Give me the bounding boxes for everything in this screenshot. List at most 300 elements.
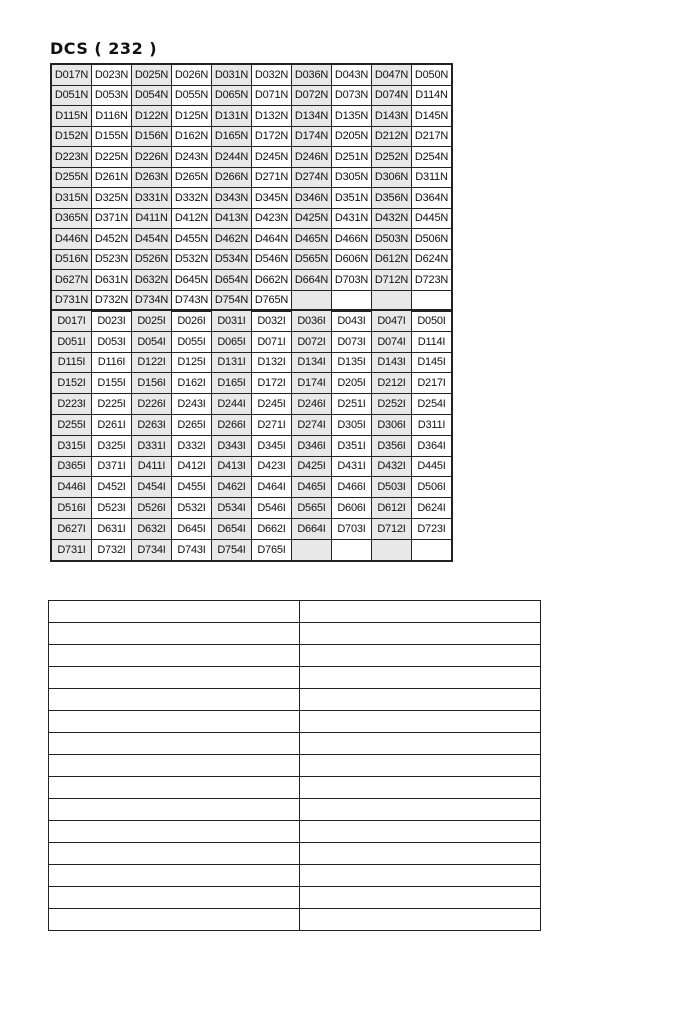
code-cell: D455N <box>172 229 212 250</box>
code-cell: D255N <box>51 167 92 188</box>
code-row <box>51 126 452 147</box>
blank-cell <box>300 909 541 931</box>
code-cell: D116I <box>92 352 132 373</box>
blank-row <box>49 777 541 799</box>
code-cell <box>292 290 332 311</box>
code-cell: D332I <box>172 435 212 456</box>
code-row <box>51 270 452 291</box>
code-row <box>51 352 452 373</box>
code-cell: D645I <box>172 518 212 539</box>
code-cell: D315N <box>51 188 92 209</box>
code-cell: D425I <box>292 456 332 477</box>
code-cell: D464N <box>252 229 292 250</box>
blank-cell <box>49 711 300 733</box>
code-cell: D252N <box>372 147 412 168</box>
code-cell: D266N <box>212 167 252 188</box>
code-cell: D466I <box>332 477 372 498</box>
code-cell: D271N <box>252 167 292 188</box>
code-cell: D043N <box>332 64 372 85</box>
code-cell: D073I <box>332 331 372 352</box>
code-cell: D346I <box>292 435 332 456</box>
blank-cell <box>300 755 541 777</box>
code-cell: D325N <box>92 188 132 209</box>
code-cell: D654N <box>212 270 252 291</box>
code-cell: D411N <box>132 208 172 229</box>
code-cell: D212I <box>372 373 412 394</box>
code-cell: D255I <box>51 414 92 435</box>
code-cell: D654I <box>212 518 252 539</box>
code-cell: D356N <box>372 188 412 209</box>
code-cell: D523N <box>92 249 132 270</box>
blank-form-table <box>48 600 541 931</box>
code-cell: D506N <box>412 229 453 250</box>
code-cell <box>332 539 372 560</box>
code-cell: D172I <box>252 373 292 394</box>
code-cell: D454I <box>132 477 172 498</box>
code-cell: D516N <box>51 249 92 270</box>
code-cell <box>332 290 372 311</box>
code-cell: D132I <box>252 352 292 373</box>
code-cell: D627I <box>51 518 92 539</box>
code-cell: D364I <box>412 435 453 456</box>
code-cell: D036N <box>292 64 332 85</box>
blank-cell <box>300 689 541 711</box>
code-cell: D446N <box>51 229 92 250</box>
code-row <box>51 394 452 415</box>
code-cell: D364N <box>412 188 453 209</box>
blank-cell <box>49 755 300 777</box>
code-cell: D156N <box>132 126 172 147</box>
code-cell: D145I <box>412 352 453 373</box>
code-cell: D243I <box>172 394 212 415</box>
code-cell: D023I <box>92 310 132 331</box>
code-row <box>51 106 452 127</box>
code-cell: D165N <box>212 126 252 147</box>
code-cell: D754N <box>212 290 252 311</box>
code-cell: D606I <box>332 498 372 519</box>
code-cell <box>372 539 412 560</box>
code-cell: D017N <box>51 64 92 85</box>
blank-row <box>49 645 541 667</box>
code-cell <box>292 539 332 560</box>
code-cell: D251N <box>332 147 372 168</box>
code-row <box>51 229 452 250</box>
blank-cell <box>49 645 300 667</box>
blank-cell <box>300 623 541 645</box>
dcs-normal-code-table <box>50 63 453 312</box>
code-cell: D423N <box>252 208 292 229</box>
code-cell: D532I <box>172 498 212 519</box>
code-row <box>51 498 452 519</box>
code-cell: D244I <box>212 394 252 415</box>
code-cell: D412N <box>172 208 212 229</box>
code-row <box>51 249 452 270</box>
code-row <box>51 167 452 188</box>
code-cell: D047N <box>372 64 412 85</box>
code-cell: D332N <box>172 188 212 209</box>
code-cell: D612I <box>372 498 412 519</box>
code-cell <box>372 290 412 311</box>
code-row <box>51 331 452 352</box>
code-cell: D172N <box>252 126 292 147</box>
code-cell: D031I <box>212 310 252 331</box>
blank-cell <box>49 909 300 931</box>
blank-cell <box>300 667 541 689</box>
code-cell: D114I <box>412 331 453 352</box>
code-cell: D071I <box>252 331 292 352</box>
code-cell: D365I <box>51 456 92 477</box>
code-cell: D174I <box>292 373 332 394</box>
code-cell: D734N <box>132 290 172 311</box>
code-cell: D445N <box>412 208 453 229</box>
code-cell: D074I <box>372 331 412 352</box>
code-cell: D145N <box>412 106 453 127</box>
code-cell: D155N <box>92 126 132 147</box>
code-cell: D065N <box>212 85 252 106</box>
code-cell: D346N <box>292 188 332 209</box>
code-cell: D632I <box>132 518 172 539</box>
code-cell: D036I <box>292 310 332 331</box>
code-cell: D122I <box>132 352 172 373</box>
code-cell: D712N <box>372 270 412 291</box>
code-row <box>51 208 452 229</box>
blank-cell <box>49 865 300 887</box>
code-row <box>51 147 452 168</box>
code-cell: D516I <box>51 498 92 519</box>
code-cell: D315I <box>51 435 92 456</box>
code-cell: D345I <box>252 435 292 456</box>
code-cell: D343N <box>212 188 252 209</box>
code-cell: D411I <box>132 456 172 477</box>
code-cell: D452N <box>92 229 132 250</box>
code-cell: D251I <box>332 394 372 415</box>
code-cell: D244N <box>212 147 252 168</box>
code-cell: D631N <box>92 270 132 291</box>
code-cell: D047I <box>372 310 412 331</box>
blank-cell <box>300 799 541 821</box>
blank-cell <box>49 799 300 821</box>
code-cell: D212N <box>372 126 412 147</box>
code-cell: D073N <box>332 85 372 106</box>
blank-cell <box>300 733 541 755</box>
code-cell <box>412 290 453 311</box>
code-cell: D152N <box>51 126 92 147</box>
blank-row <box>49 887 541 909</box>
code-cell: D431N <box>332 208 372 229</box>
code-cell: D305I <box>332 414 372 435</box>
code-cell: D226I <box>132 394 172 415</box>
code-cell: D465I <box>292 477 332 498</box>
code-cell: D223I <box>51 394 92 415</box>
code-cell: D266I <box>212 414 252 435</box>
code-cell: D503I <box>372 477 412 498</box>
blank-cell <box>49 843 300 865</box>
code-cell: D261I <box>92 414 132 435</box>
code-cell: D023N <box>92 64 132 85</box>
code-cell: D031N <box>212 64 252 85</box>
code-cell: D462N <box>212 229 252 250</box>
code-cell: D051N <box>51 85 92 106</box>
code-cell: D526N <box>132 249 172 270</box>
code-cell: D306N <box>372 167 412 188</box>
code-cell: D032I <box>252 310 292 331</box>
code-cell: D162I <box>172 373 212 394</box>
code-cell: D225I <box>92 394 132 415</box>
code-cell: D205I <box>332 373 372 394</box>
code-cell: D055N <box>172 85 212 106</box>
code-cell: D115I <box>51 352 92 373</box>
blank-row <box>49 755 541 777</box>
code-cell: D122N <box>132 106 172 127</box>
blank-cell <box>300 777 541 799</box>
blank-cell <box>49 667 300 689</box>
code-cell: D050I <box>412 310 453 331</box>
code-cell: D245N <box>252 147 292 168</box>
code-cell: D115N <box>51 106 92 127</box>
code-row <box>51 85 452 106</box>
code-cell: D306I <box>372 414 412 435</box>
code-cell: D371N <box>92 208 132 229</box>
code-cell: D017I <box>51 310 92 331</box>
code-cell: D765N <box>252 290 292 311</box>
code-cell: D072I <box>292 331 332 352</box>
code-cell: D331N <box>132 188 172 209</box>
blank-cell <box>49 623 300 645</box>
code-cell: D565N <box>292 249 332 270</box>
code-cell: D025N <box>132 64 172 85</box>
code-row <box>51 435 452 456</box>
code-cell: D455I <box>172 477 212 498</box>
code-cell: D074N <box>372 85 412 106</box>
code-cell: D703I <box>332 518 372 539</box>
code-cell: D156I <box>132 373 172 394</box>
code-cell: D116N <box>92 106 132 127</box>
code-cell: D732N <box>92 290 132 311</box>
code-cell: D331I <box>132 435 172 456</box>
code-cell: D263N <box>132 167 172 188</box>
code-cell: D627N <box>51 270 92 291</box>
blank-row <box>49 689 541 711</box>
code-cell: D265N <box>172 167 212 188</box>
code-row <box>51 518 452 539</box>
code-cell: D254N <box>412 147 453 168</box>
code-cell: D534N <box>212 249 252 270</box>
code-cell: D532N <box>172 249 212 270</box>
blank-cell <box>49 601 300 623</box>
code-cell: D743I <box>172 539 212 560</box>
code-cell: D131I <box>212 352 252 373</box>
blank-row <box>49 799 541 821</box>
code-cell: D723N <box>412 270 453 291</box>
code-row <box>51 64 452 85</box>
code-cell: D731N <box>51 290 92 311</box>
code-cell: D051I <box>51 331 92 352</box>
blank-row <box>49 865 541 887</box>
code-cell: D205N <box>332 126 372 147</box>
blank-cell <box>300 601 541 623</box>
code-cell: D565I <box>292 498 332 519</box>
code-cell: D072N <box>292 85 332 106</box>
code-row <box>51 373 452 394</box>
code-cell: D125I <box>172 352 212 373</box>
code-cell: D043I <box>332 310 372 331</box>
code-cell: D431I <box>332 456 372 477</box>
code-cell: D245I <box>252 394 292 415</box>
code-cell: D632N <box>132 270 172 291</box>
code-cell: D134N <box>292 106 332 127</box>
blank-row <box>49 667 541 689</box>
blank-row <box>49 711 541 733</box>
code-cell: D534I <box>212 498 252 519</box>
code-cell: D152I <box>51 373 92 394</box>
dcs-inverted-code-table <box>50 309 453 562</box>
code-cell: D606N <box>332 249 372 270</box>
code-cell: D125N <box>172 106 212 127</box>
code-cell: D503N <box>372 229 412 250</box>
code-cell: D114N <box>412 85 453 106</box>
code-cell: D664I <box>292 518 332 539</box>
code-cell: D271I <box>252 414 292 435</box>
blank-row <box>49 909 541 931</box>
code-cell: D132N <box>252 106 292 127</box>
code-cell: D351I <box>332 435 372 456</box>
code-cell: D462I <box>212 477 252 498</box>
blank-cell <box>49 777 300 799</box>
code-cell: D731I <box>51 539 92 560</box>
code-cell: D445I <box>412 456 453 477</box>
code-cell: D546N <box>252 249 292 270</box>
blank-cell <box>300 887 541 909</box>
code-cell: D311I <box>412 414 453 435</box>
code-cell: D351N <box>332 188 372 209</box>
code-cell: D662I <box>252 518 292 539</box>
code-cell: D143I <box>372 352 412 373</box>
code-cell: D162N <box>172 126 212 147</box>
code-cell: D546I <box>252 498 292 519</box>
code-cell: D523I <box>92 498 132 519</box>
code-cell: D254I <box>412 394 453 415</box>
code-cell: D452I <box>92 477 132 498</box>
code-row <box>51 477 452 498</box>
code-cell: D754I <box>212 539 252 560</box>
code-cell: D423I <box>252 456 292 477</box>
page-title: DCS ( 232 ) <box>50 39 158 58</box>
blank-cell <box>300 711 541 733</box>
blank-cell <box>49 733 300 755</box>
code-cell: D165I <box>212 373 252 394</box>
code-row <box>51 539 452 560</box>
code-cell: D174N <box>292 126 332 147</box>
code-cell: D071N <box>252 85 292 106</box>
code-cell: D645N <box>172 270 212 291</box>
code-cell: D765I <box>252 539 292 560</box>
code-cell: D432I <box>372 456 412 477</box>
code-cell: D345N <box>252 188 292 209</box>
code-cell: D413N <box>212 208 252 229</box>
code-cell: D723I <box>412 518 453 539</box>
code-cell: D712I <box>372 518 412 539</box>
code-cell: D054I <box>132 331 172 352</box>
code-cell: D274N <box>292 167 332 188</box>
code-cell: D246N <box>292 147 332 168</box>
code-cell: D225N <box>92 147 132 168</box>
code-cell: D356I <box>372 435 412 456</box>
code-cell: D664N <box>292 270 332 291</box>
code-cell: D261N <box>92 167 132 188</box>
code-cell: D465N <box>292 229 332 250</box>
code-cell: D265I <box>172 414 212 435</box>
code-cell: D226N <box>132 147 172 168</box>
code-row <box>51 188 452 209</box>
code-row <box>51 290 452 311</box>
blank-cell <box>300 645 541 667</box>
code-cell: D325I <box>92 435 132 456</box>
code-cell: D624I <box>412 498 453 519</box>
code-cell: D413I <box>212 456 252 477</box>
code-cell: D624N <box>412 249 453 270</box>
code-cell: D032N <box>252 64 292 85</box>
code-cell: D612N <box>372 249 412 270</box>
blank-row <box>49 623 541 645</box>
code-cell: D055I <box>172 331 212 352</box>
code-cell: D526I <box>132 498 172 519</box>
code-cell: D155I <box>92 373 132 394</box>
code-cell: D217N <box>412 126 453 147</box>
code-cell: D446I <box>51 477 92 498</box>
blank-cell <box>49 887 300 909</box>
code-row <box>51 414 452 435</box>
code-cell: D135I <box>332 352 372 373</box>
code-cell: D025I <box>132 310 172 331</box>
code-cell: D252I <box>372 394 412 415</box>
code-cell: D274I <box>292 414 332 435</box>
code-cell: D054N <box>132 85 172 106</box>
code-cell: D243N <box>172 147 212 168</box>
code-cell: D246I <box>292 394 332 415</box>
code-cell: D131N <box>212 106 252 127</box>
code-cell: D466N <box>332 229 372 250</box>
code-cell: D026I <box>172 310 212 331</box>
blank-cell <box>49 821 300 843</box>
code-cell: D305N <box>332 167 372 188</box>
blank-cell <box>49 689 300 711</box>
code-cell: D053I <box>92 331 132 352</box>
code-cell: D134I <box>292 352 332 373</box>
blank-row <box>49 601 541 623</box>
code-cell: D425N <box>292 208 332 229</box>
blank-cell <box>300 843 541 865</box>
code-cell: D143N <box>372 106 412 127</box>
code-row <box>51 310 452 331</box>
code-cell: D734I <box>132 539 172 560</box>
code-cell: D217I <box>412 373 453 394</box>
blank-cell <box>300 865 541 887</box>
code-cell: D662N <box>252 270 292 291</box>
code-cell: D343I <box>212 435 252 456</box>
code-cell: D432N <box>372 208 412 229</box>
code-cell: D223N <box>51 147 92 168</box>
code-cell: D506I <box>412 477 453 498</box>
code-cell: D732I <box>92 539 132 560</box>
code-cell: D703N <box>332 270 372 291</box>
code-cell: D311N <box>412 167 453 188</box>
code-cell: D065I <box>212 331 252 352</box>
code-cell: D743N <box>172 290 212 311</box>
code-cell: D135N <box>332 106 372 127</box>
blank-row <box>49 821 541 843</box>
code-cell <box>412 539 453 560</box>
blank-row <box>49 843 541 865</box>
